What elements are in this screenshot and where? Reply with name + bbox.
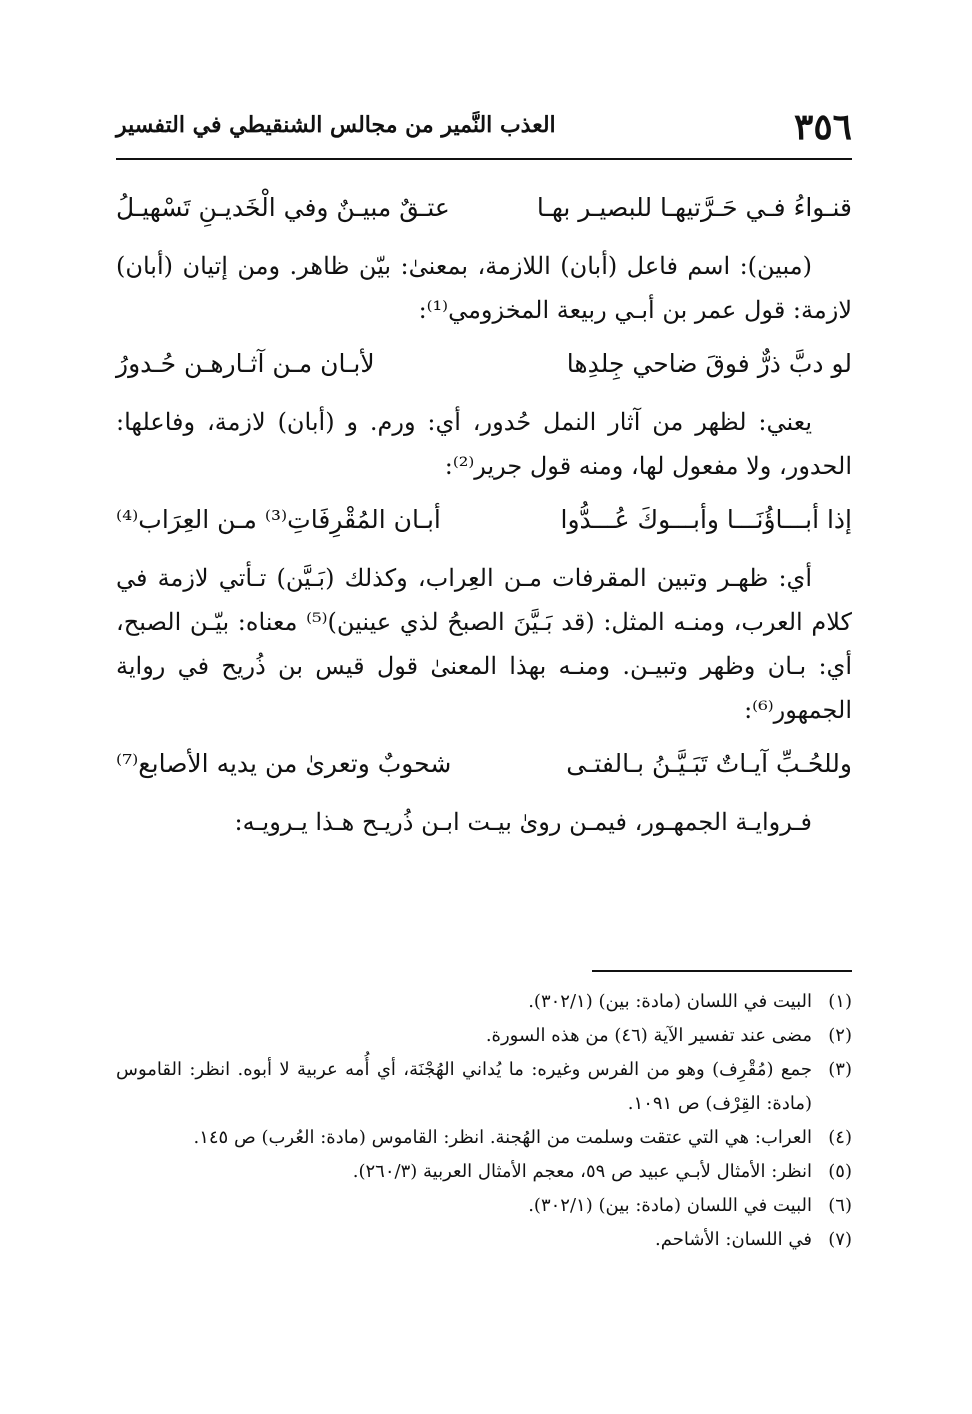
footnote-text: البيت في اللسان (مادة: بين) (٣٠٢/١). bbox=[528, 991, 812, 1012]
footnotes bbox=[116, 985, 852, 1257]
footnote bbox=[116, 1223, 852, 1257]
poetry-verse bbox=[116, 742, 852, 786]
paragraph: أي: ظهـر وتبين المقرفات مـن العِراب، وكذلك (بَـيَّن) تـأتي لازمة في كلام العرب، ومنـه المثل: (قد بَـيَّنَ الصبحُ لذي عينين)⁽⁵⁾ معناه: بيّـن الصبح، أي: بـان وظهر وتبيـن. ومنـه بهذا المعنىٰ قول قيس بن ذُريح في رواية الجمهور⁽⁶⁾: bbox=[116, 564, 852, 724]
footnote bbox=[116, 985, 852, 1019]
verse-second-hemistich: أبـان المُقْرِفَاتِ⁽³⁾ مـن العِرَاب⁽⁴⁾ bbox=[116, 505, 441, 534]
verse-first-hemistich: لو دبَّ ذرٌّ فوقَ ضاحي جِلدِها bbox=[566, 349, 852, 378]
footnote bbox=[116, 1121, 852, 1155]
footnote-number: (٦) bbox=[828, 1195, 852, 1216]
footnote bbox=[116, 1019, 852, 1053]
poetry-verse bbox=[116, 342, 852, 386]
footnote bbox=[116, 1155, 852, 1189]
paragraph: (مبين): اسم فاعل (أبان) اللازمة، بمعنىٰ: بيّن ظاهر. ومن إتيان (أبان) لازمة: قول عمر بن أبـي ربيعة المخزومي⁽¹⁾: bbox=[116, 252, 852, 324]
poetry-verse bbox=[116, 186, 852, 230]
footnote-number: (١) bbox=[828, 991, 852, 1012]
footnote-text: انظر: الأمثال لأبـي عبيد ص ٥٩، معجم الأمثال العربية (٢٦٠/٣). bbox=[352, 1161, 812, 1182]
verse-first-hemistich: قنـواءُ فـي حَـرَّتيهـا للبصيـر بهـا bbox=[536, 193, 852, 222]
main-text bbox=[116, 180, 852, 854]
footnote-number: (٢) bbox=[828, 1025, 852, 1046]
footnote-text: العراب: هي التي عتقت وسلمت من الهُجنة. انظر: القاموس (مادة: العُرب) ص ١٤٥. bbox=[193, 1127, 812, 1148]
verse-second-hemistich: عتـقٌ مبيـنٌ وفي الْخَديـنِ تَسْهيـلُ bbox=[116, 193, 450, 222]
footnote-number: (٥) bbox=[828, 1161, 852, 1182]
footnote-number: (٧) bbox=[828, 1229, 852, 1250]
verse-first-hemistich: إذا أبـــاؤُنَـــا وأبـــوكَ عُـــدُّوا bbox=[560, 505, 852, 534]
page-header bbox=[116, 100, 852, 160]
footnote-text: البيت في اللسان (مادة: بين) (٣٠٢/١). bbox=[528, 1195, 812, 1216]
footnote-separator bbox=[592, 970, 852, 972]
verse-second-hemistich: شحوبٌ وتعرىٰ من يديه الأصابع⁽⁷⁾ bbox=[116, 749, 452, 778]
footnote-text: جمع (مُقْرِف) وهو من الفرس وغيره: ما يُداني الهُجْنَة، أي أُمه عربية لا أبوه. انظر: القاموس (مادة: القِرْف) ص ١٠٩١. bbox=[116, 1059, 812, 1114]
footnote bbox=[116, 1189, 852, 1223]
footnote bbox=[116, 1053, 852, 1121]
verse-second-hemistich: لأبـان مـن آثـارهـن حُـدورُ bbox=[116, 349, 375, 378]
paragraph: يعني: لظهر من آثار النمل حُدور، أي: ورم. و (أبان) لازمة، وفاعلها: الحدور، ولا مفعول لها، ومنه قول جرير⁽²⁾: bbox=[116, 408, 852, 480]
page-number: ٣٥٦ bbox=[793, 106, 852, 148]
paragraph: فـروايـة الجمهـور، فيمـن روىٰ بيـت ابـن ذُريـح هـذا يـرويـه: bbox=[234, 808, 812, 836]
verse-first-hemistich: وللحُـبِّ آيـاتٌ تَبَـيَّـنُ بـالفتـى bbox=[566, 749, 852, 778]
footnote-text: في اللسان: الأشاحم. bbox=[655, 1229, 812, 1250]
footnote-number: (٤) bbox=[828, 1127, 852, 1148]
poetry-verse bbox=[116, 498, 852, 542]
footnote-text: مضى عند تفسير الآية (٤٦) من هذه السورة. bbox=[485, 1025, 812, 1046]
running-title: العذب النَّمير من مجالس الشنقيطي في التفسير bbox=[116, 112, 556, 138]
footnote-number: (٣) bbox=[828, 1059, 852, 1080]
